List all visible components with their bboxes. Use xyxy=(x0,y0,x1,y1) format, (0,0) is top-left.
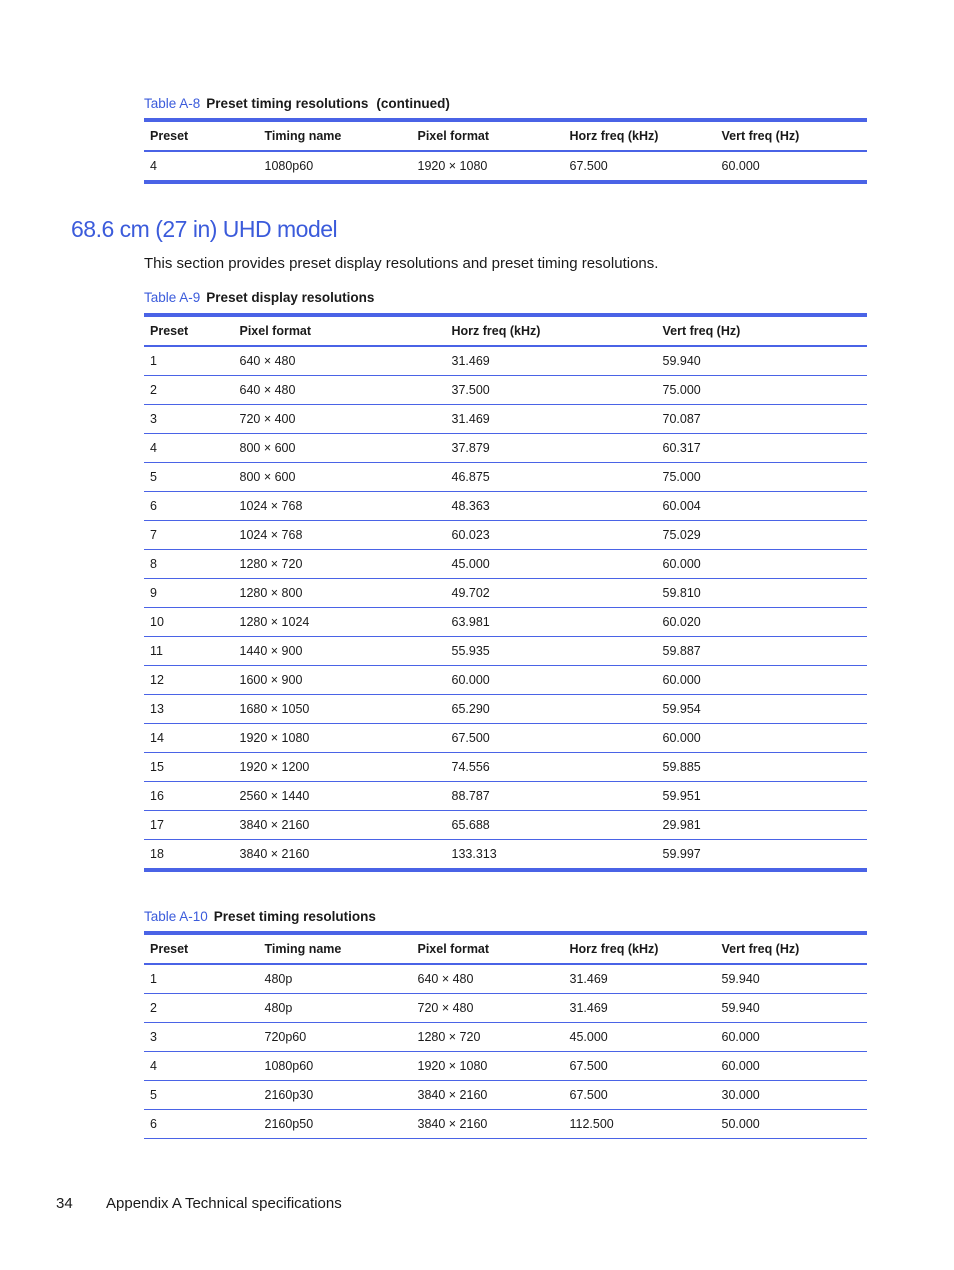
table-cell: 720p60 xyxy=(258,1023,411,1052)
table-cell: 1280 × 800 xyxy=(233,579,445,608)
table-cell: 60.000 xyxy=(715,1023,867,1052)
table-cell: 112.500 xyxy=(563,1110,715,1139)
table-cell: 63.981 xyxy=(445,608,656,637)
table-row xyxy=(144,463,867,492)
table-cell: 1680 × 1050 xyxy=(233,695,445,724)
column-header: Horz freq (kHz) xyxy=(563,120,715,151)
table-cell: 720 × 400 xyxy=(233,405,445,434)
column-header: Preset xyxy=(144,933,258,964)
table-cell: 60.000 xyxy=(656,724,867,753)
table-cell: 1440 × 900 xyxy=(233,637,445,666)
table-cell: 640 × 480 xyxy=(411,964,563,994)
table-cell: 1 xyxy=(144,964,258,994)
table-cell: 60.000 xyxy=(445,666,656,695)
table-cell: 640 × 480 xyxy=(233,346,445,376)
table-a10-label: Table A-10 xyxy=(144,909,208,924)
table-cell: 31.469 xyxy=(563,964,715,994)
table-cell: 9 xyxy=(144,579,233,608)
table-a9-caption xyxy=(144,290,374,305)
column-header: Preset xyxy=(144,315,233,346)
table-a10 xyxy=(144,931,867,1139)
table-a8-label: Table A-8 xyxy=(144,96,201,111)
table-row xyxy=(144,521,867,550)
table-header-row xyxy=(144,120,867,151)
table-cell: 67.500 xyxy=(563,1052,715,1081)
table-a8-continued: (continued) xyxy=(376,96,450,111)
table-cell: 45.000 xyxy=(445,550,656,579)
table-cell: 480p xyxy=(258,994,411,1023)
table-a8-caption xyxy=(144,96,450,111)
table-row xyxy=(144,376,867,405)
table-cell: 59.940 xyxy=(715,994,867,1023)
table-cell: 1280 × 720 xyxy=(411,1023,563,1052)
table-cell: 14 xyxy=(144,724,233,753)
table-cell: 65.688 xyxy=(445,811,656,840)
table-row xyxy=(144,579,867,608)
table-header-row xyxy=(144,933,867,964)
footer-text: Appendix A Technical specifications xyxy=(106,1195,342,1212)
table-cell: 800 × 600 xyxy=(233,463,445,492)
table-cell: 60.000 xyxy=(656,550,867,579)
table-cell: 5 xyxy=(144,463,233,492)
table-cell: 4 xyxy=(144,434,233,463)
section-intro: This section provides preset display resolutions and preset timing resolutions. xyxy=(144,255,659,272)
table-cell: 3 xyxy=(144,1023,258,1052)
table-row xyxy=(144,492,867,521)
table-cell: 3840 × 2160 xyxy=(411,1110,563,1139)
table-row xyxy=(144,695,867,724)
table-cell: 31.469 xyxy=(563,994,715,1023)
table-a9-title: Preset display resolutions xyxy=(206,290,375,305)
table-cell: 2160p30 xyxy=(258,1081,411,1110)
table-row xyxy=(144,811,867,840)
column-header: Preset xyxy=(144,120,258,151)
table-cell: 5 xyxy=(144,1081,258,1110)
table-cell: 67.500 xyxy=(445,724,656,753)
table-cell: 60.020 xyxy=(656,608,867,637)
table-row xyxy=(144,840,867,871)
table-row xyxy=(144,1081,867,1110)
table-cell: 6 xyxy=(144,1110,258,1139)
column-header: Pixel format xyxy=(411,933,563,964)
table-cell: 1280 × 720 xyxy=(233,550,445,579)
table-cell: 8 xyxy=(144,550,233,579)
section-title: 68.6 cm (27 in) UHD model xyxy=(71,216,338,242)
table-a9-label: Table A-9 xyxy=(144,290,201,305)
table-row xyxy=(144,434,867,463)
table-cell: 1280 × 1024 xyxy=(233,608,445,637)
table-cell: 60.023 xyxy=(445,521,656,550)
table-row xyxy=(144,1052,867,1081)
table-cell: 37.879 xyxy=(445,434,656,463)
table-row xyxy=(144,608,867,637)
table-cell: 59.887 xyxy=(656,637,867,666)
table-cell: 60.000 xyxy=(656,666,867,695)
table-cell: 48.363 xyxy=(445,492,656,521)
table-cell: 3840 × 2160 xyxy=(233,840,445,871)
table-cell: 720 × 480 xyxy=(411,994,563,1023)
column-header: Horz freq (kHz) xyxy=(563,933,715,964)
table-a9 xyxy=(144,313,867,872)
table-cell: 1024 × 768 xyxy=(233,521,445,550)
table-cell: 2 xyxy=(144,994,258,1023)
table-cell: 29.981 xyxy=(656,811,867,840)
table-cell: 15 xyxy=(144,753,233,782)
table-row xyxy=(144,782,867,811)
table-cell: 59.885 xyxy=(656,753,867,782)
table-cell: 37.500 xyxy=(445,376,656,405)
table-cell: 65.290 xyxy=(445,695,656,724)
table-cell: 18 xyxy=(144,840,233,871)
table-cell: 46.875 xyxy=(445,463,656,492)
table-cell: 31.469 xyxy=(445,346,656,376)
table-row xyxy=(144,405,867,434)
column-header: Timing name xyxy=(258,933,411,964)
table-cell: 88.787 xyxy=(445,782,656,811)
table-cell: 75.029 xyxy=(656,521,867,550)
table-cell: 11 xyxy=(144,637,233,666)
table-cell: 67.500 xyxy=(563,1081,715,1110)
table-row xyxy=(144,1110,867,1139)
table-cell: 17 xyxy=(144,811,233,840)
table-cell: 4 xyxy=(144,151,258,182)
column-header: Timing name xyxy=(258,120,411,151)
table-cell: 13 xyxy=(144,695,233,724)
table-cell: 31.469 xyxy=(445,405,656,434)
table-cell: 3840 × 2160 xyxy=(233,811,445,840)
table-header-row xyxy=(144,315,867,346)
table-cell: 12 xyxy=(144,666,233,695)
table-row xyxy=(144,346,867,376)
table-cell: 4 xyxy=(144,1052,258,1081)
table-cell: 45.000 xyxy=(563,1023,715,1052)
table-cell: 59.940 xyxy=(656,346,867,376)
table-cell: 59.810 xyxy=(656,579,867,608)
table-row xyxy=(144,151,867,182)
table-cell: 60.317 xyxy=(656,434,867,463)
table-row xyxy=(144,753,867,782)
table-cell: 16 xyxy=(144,782,233,811)
table-row xyxy=(144,637,867,666)
column-header: Pixel format xyxy=(411,120,563,151)
table-row xyxy=(144,1023,867,1052)
column-header: Horz freq (kHz) xyxy=(445,315,656,346)
table-cell: 60.004 xyxy=(656,492,867,521)
table-cell: 67.500 xyxy=(563,151,715,182)
column-header: Pixel format xyxy=(233,315,445,346)
table-cell: 2160p50 xyxy=(258,1110,411,1139)
table-cell: 60.000 xyxy=(715,1052,867,1081)
table-cell: 74.556 xyxy=(445,753,656,782)
table-cell: 2560 × 1440 xyxy=(233,782,445,811)
table-a10-caption xyxy=(144,909,376,924)
table-cell: 59.997 xyxy=(656,840,867,871)
table-cell: 59.940 xyxy=(715,964,867,994)
table-cell: 59.954 xyxy=(656,695,867,724)
page-number: 34 xyxy=(56,1195,73,1212)
table-cell: 6 xyxy=(144,492,233,521)
table-cell: 1920 × 1080 xyxy=(233,724,445,753)
column-header: Vert freq (Hz) xyxy=(715,933,867,964)
table-row xyxy=(144,724,867,753)
table-cell: 55.935 xyxy=(445,637,656,666)
table-row xyxy=(144,994,867,1023)
table-cell: 75.000 xyxy=(656,463,867,492)
table-cell: 49.702 xyxy=(445,579,656,608)
table-row xyxy=(144,666,867,695)
table-cell: 50.000 xyxy=(715,1110,867,1139)
table-cell: 640 × 480 xyxy=(233,376,445,405)
column-header: Vert freq (Hz) xyxy=(715,120,867,151)
table-cell: 30.000 xyxy=(715,1081,867,1110)
table-a8 xyxy=(144,118,867,184)
table-cell: 2 xyxy=(144,376,233,405)
table-cell: 1024 × 768 xyxy=(233,492,445,521)
table-row xyxy=(144,964,867,994)
table-cell: 1920 × 1080 xyxy=(411,151,563,182)
table-cell: 1920 × 1080 xyxy=(411,1052,563,1081)
table-cell: 1600 × 900 xyxy=(233,666,445,695)
column-header: Vert freq (Hz) xyxy=(656,315,867,346)
table-cell: 133.313 xyxy=(445,840,656,871)
table-cell: 75.000 xyxy=(656,376,867,405)
table-cell: 1 xyxy=(144,346,233,376)
table-cell: 800 × 600 xyxy=(233,434,445,463)
table-cell: 60.000 xyxy=(715,151,867,182)
table-a10-title: Preset timing resolutions xyxy=(213,909,376,924)
table-cell: 3 xyxy=(144,405,233,434)
table-cell: 3840 × 2160 xyxy=(411,1081,563,1110)
table-cell: 480p xyxy=(258,964,411,994)
table-cell: 1920 × 1200 xyxy=(233,753,445,782)
table-row xyxy=(144,550,867,579)
table-cell: 1080p60 xyxy=(258,151,411,182)
table-cell: 59.951 xyxy=(656,782,867,811)
table-cell: 70.087 xyxy=(656,405,867,434)
table-a8-title: Preset timing resolutions xyxy=(206,96,369,111)
table-cell: 10 xyxy=(144,608,233,637)
table-cell: 1080p60 xyxy=(258,1052,411,1081)
table-cell: 7 xyxy=(144,521,233,550)
